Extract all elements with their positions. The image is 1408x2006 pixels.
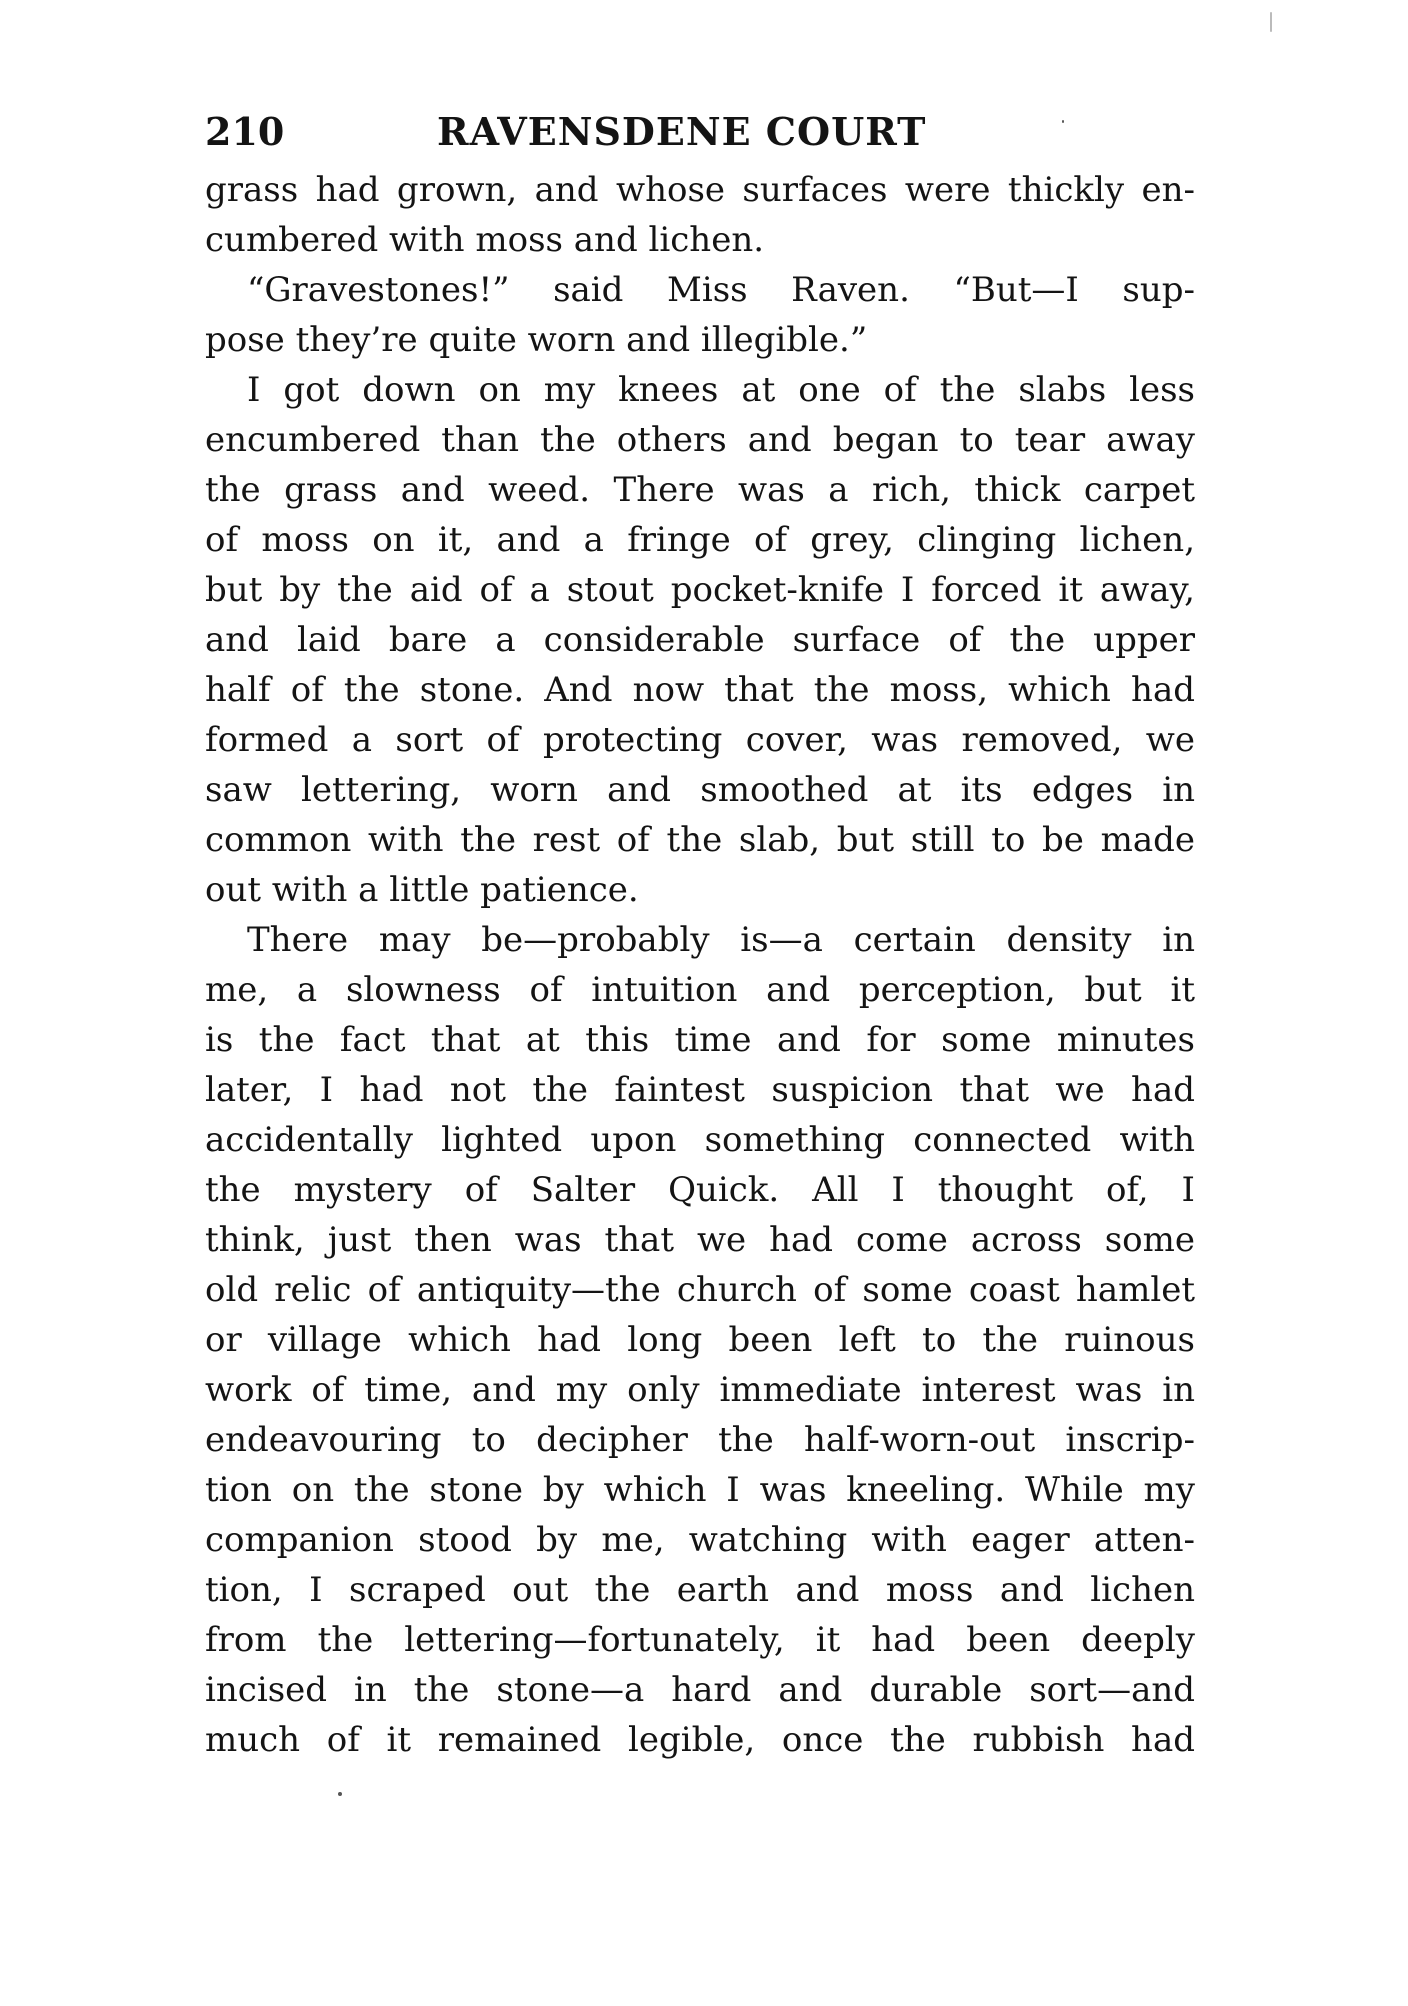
text-line: work of time, and my only immediate interest was in <box>205 1370 1195 1410</box>
text-line: but by the aid of a stout pocket-knife I forced it away, <box>205 570 1195 610</box>
text-line: out with a little patience. <box>205 870 639 910</box>
text-line: tion on the stone by which I was kneeling. While my <box>205 1470 1195 1510</box>
page-header <box>205 102 1195 162</box>
running-title: RAVENSDENE COURT <box>437 109 927 154</box>
text-line: old relic of antiquity—the church of some coast hamlet <box>205 1270 1195 1310</box>
text-line: the grass and weed. There was a rich, thick carpet <box>205 470 1195 510</box>
body-text <box>205 165 1195 1765</box>
text-line: formed a sort of protecting cover, was removed, we <box>205 720 1195 760</box>
text-line: me, a slowness of intuition and perception, but it <box>205 970 1195 1010</box>
print-speck <box>1062 120 1064 123</box>
text-line: incised in the stone—a hard and durable sort—and <box>205 1670 1195 1710</box>
text-line: saw lettering, worn and smoothed at its edges in <box>205 770 1195 810</box>
text-line: is the fact that at this time and for some minutes <box>205 1020 1195 1060</box>
text-line: common with the rest of the slab, but still to be made <box>205 820 1195 860</box>
text-line: tion, I scraped out the earth and moss and lichen <box>205 1570 1195 1610</box>
text-line: pose they’re quite worn and illegible.” <box>205 320 868 360</box>
text-line: accidentally lighted upon something connected with <box>205 1120 1195 1160</box>
text-line: think, just then was that we had come across some <box>205 1220 1195 1260</box>
text-line: half of the stone. And now that the moss, which had <box>205 670 1195 710</box>
text-line: I got down on my knees at one of the slabs less <box>247 370 1195 410</box>
text-line: and laid bare a considerable surface of the upper <box>205 620 1195 660</box>
page-number: 210 <box>205 109 285 154</box>
text-line: much of it remained legible, once the rubbish had <box>205 1720 1195 1760</box>
print-speck <box>338 1792 342 1796</box>
text-line: “Gravestones!” said Miss Raven. “But—I sup- <box>247 270 1195 310</box>
text-line: encumbered than the others and began to tear away <box>205 420 1195 460</box>
text-line: cumbered with moss and lichen. <box>205 220 765 260</box>
text-line: later, I had not the faintest suspicion that we had <box>205 1070 1195 1110</box>
text-line: or village which had long been left to the ruinous <box>205 1320 1195 1360</box>
text-line: grass had grown, and whose surfaces were thickly en- <box>205 170 1195 210</box>
text-line: companion stood by me, watching with eager atten- <box>205 1520 1195 1560</box>
text-line: from the lettering—fortunately, it had been deeply <box>205 1620 1195 1660</box>
text-line: the mystery of Salter Quick. All I thought of, I <box>205 1170 1195 1210</box>
text-line: There may be—probably is—a certain density in <box>247 920 1195 960</box>
text-line: endeavouring to decipher the half-worn-out inscrip- <box>205 1420 1195 1460</box>
page-edge-mark <box>1270 12 1272 32</box>
text-line: of moss on it, and a fringe of grey, clinging lichen, <box>205 520 1195 560</box>
